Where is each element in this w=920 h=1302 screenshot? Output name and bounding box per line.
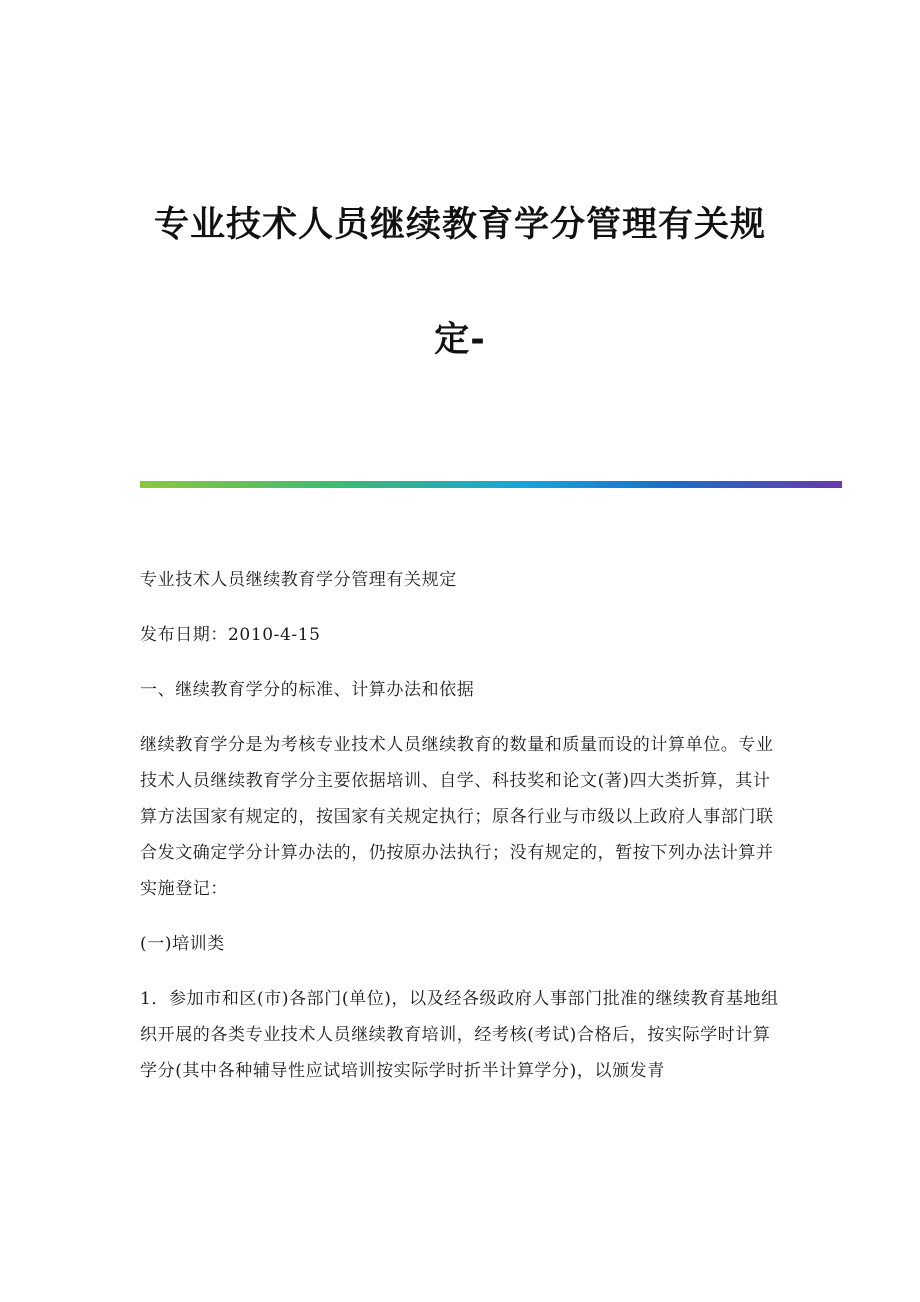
paragraph-1: 继续教育学分是为考核专业技术人员继续教育的数量和质量而设的计算单位。专业技术人员继续教育学分主要依据培训、自学、科技奖和论文(著)四大类折算，其计算方法国家有规定的，按国家有关规定执行；原各行业与市级以上政府人事部门联合发文确定学分计算办法的，仍按原办法执行；没有规定的，暂按下列办法计算并实施登记： — [140, 735, 774, 899]
paragraph-2: 1．参加市和区(市)各部门(单位)，以及经各级政府人事部门批准的继续教育基地组织开展的各类专业技术人员继续教育培训，经考核(考试)合格后，按实际学时计算学分(其中各种辅导性应试培训按实际学时折半计算学分)，以颁发青 — [140, 989, 779, 1081]
section-heading-1: 一、继续教育学分的标准、计算办法和依据 — [140, 680, 475, 700]
title-line-2: 定- — [434, 320, 486, 360]
document-body — [140, 562, 780, 1109]
gradient-divider — [140, 481, 842, 488]
publish-date: 发布日期：2010-4-15 — [140, 625, 321, 645]
body-heading: 专业技术人员继续教育学分管理有关规定 — [140, 570, 457, 590]
title-line-1: 专业技术人员继续教育学分管理有关规 — [153, 205, 766, 245]
document-title — [80, 205, 840, 360]
subsection-heading-1: (一)培训类 — [140, 934, 225, 954]
